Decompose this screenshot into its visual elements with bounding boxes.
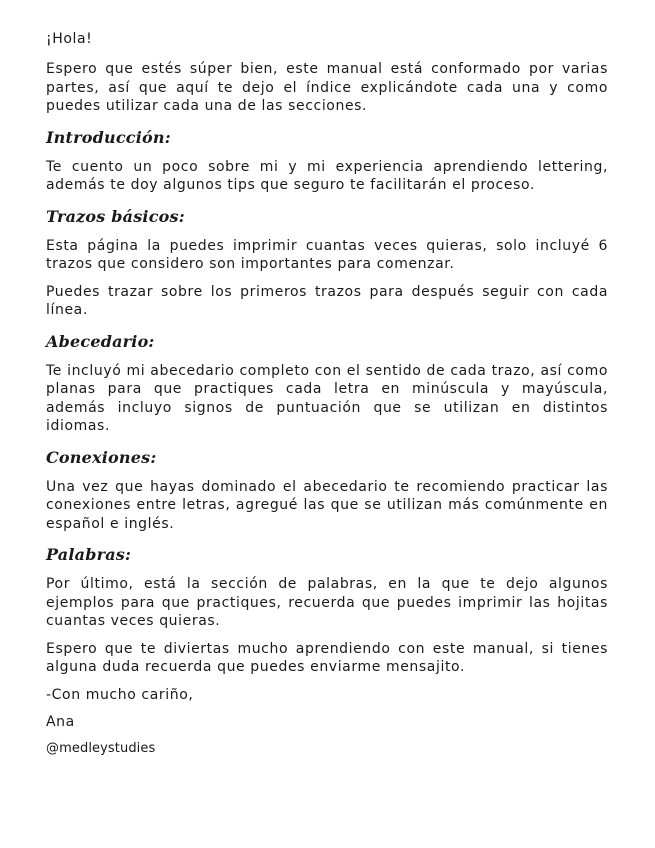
section-paragraph: Por último, está la sección de palabras, en la que te dejo algunos ejemplos para que practiques, recuerda que puedes imprimir las hojitas cuantas veces quieras.: [46, 576, 608, 629]
section-heading: Introducción:: [46, 127, 171, 147]
section-paragraph: Te cuento un poco sobre mi y mi experiencia aprendiendo lettering, además te doy algunos tips que seguro te facilitarán el proceso.: [46, 158, 608, 193]
section-palabras: [46, 545, 608, 677]
section-conexiones: [46, 448, 608, 534]
social-handle: @medleystudies: [46, 740, 156, 756]
intro-paragraph: Espero que estés súper bien, este manual está conformado por varias partes, así que aquí te dejo el índice explicándote cada una y como puedes utilizar cada una de las secciones.: [46, 61, 608, 114]
greeting: ¡Hola!: [46, 31, 93, 47]
section-heading: Palabras:: [46, 545, 132, 564]
document-page: [46, 30, 608, 758]
section-introduccion: [46, 128, 608, 195]
section-paragraph: Esta página la puedes imprimir cuantas veces quieras, solo incluyé 6 trazos que considero son importantes para comenzar.: [46, 237, 608, 272]
signature: Ana: [46, 713, 75, 730]
section-abecedario: [46, 332, 608, 436]
section-trazos-basicos: [46, 207, 608, 320]
section-paragraph: Espero que te diviertas mucho aprendiendo con este manual, si tienes alguna duda recuerda que puedes enviarme mensajito.: [46, 640, 608, 675]
closing-line: -Con mucho cariño,: [46, 686, 194, 703]
section-paragraph: Te incluyó mi abecedario completo con el sentido de cada trazo, así como planas para que practiques cada letra en minúscula y mayúscula, además incluyo signos de puntuación que se utilizan en distintos idiomas.: [46, 362, 608, 434]
section-heading: Abecedario:: [46, 331, 155, 351]
section-heading: Conexiones:: [46, 447, 157, 467]
section-paragraph: Puedes trazar sobre los primeros trazos para después seguir con cada línea.: [46, 283, 608, 318]
section-heading: Trazos básicos:: [46, 206, 185, 226]
section-paragraph: Una vez que hayas dominado el abecedario te recomiendo practicar las conexiones entre letras, agregué las que se utilizan más comúnmente en español e inglés.: [46, 478, 608, 532]
